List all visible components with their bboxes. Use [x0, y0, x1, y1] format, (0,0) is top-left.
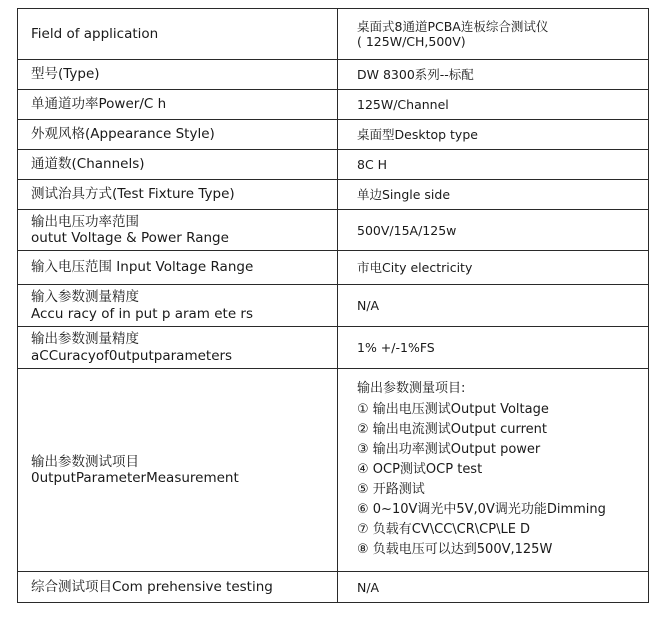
row-label-field-of-application: Field of application	[18, 9, 338, 60]
table-row	[18, 285, 649, 327]
list-item: ⑧ 负载电压可以达到500V,125W	[357, 542, 553, 558]
row-value-field-of-application: 桌面式8通道PCBA连板综合测试仪 ( 125W/CH,500V)	[338, 9, 649, 60]
row-value-test-fixture-type: 单边Single side	[338, 180, 649, 210]
row-value-output-accuracy: 1% +/-1%FS	[338, 327, 649, 369]
list-item: ④ OCP测试OCP test	[357, 461, 483, 477]
list-item: ③ 输出功率测试Output power	[357, 441, 541, 457]
row-label-comprehensive-testing: 综合测试项目Com prehensive testing	[18, 572, 338, 603]
list-heading: 输出参数测量项目:	[357, 381, 466, 397]
table-row	[18, 60, 649, 90]
spec-table	[17, 8, 649, 603]
list-item: ② 输出电流测试Output current	[357, 421, 547, 437]
row-label-test-fixture-type: 测试治具方式(Test Fixture Type)	[18, 180, 338, 210]
table-row	[18, 150, 649, 180]
row-value-comprehensive-testing: N/A	[338, 572, 649, 603]
row-value-type: DW 8300系列--标配	[338, 60, 649, 90]
table-row	[18, 9, 649, 60]
table-row	[18, 120, 649, 150]
row-value-input-voltage-range: 市电City electricity	[338, 251, 649, 285]
row-value-output-measurement-list	[338, 369, 649, 572]
row-value-channels: 8C H	[338, 150, 649, 180]
list-item: ① 输出电压测试Output Voltage	[357, 401, 549, 417]
table-row	[18, 572, 649, 603]
row-label-output-measurement: 输出参数测试项目 0utputParameterMeasurement	[18, 369, 338, 572]
row-label-channel-power: 单通道功率Power/C h	[18, 90, 338, 120]
row-label-input-voltage-range: 输入电压范围 Input Voltage Range	[18, 251, 338, 285]
row-label-type: 型号(Type)	[18, 60, 338, 90]
row-label-input-accuracy: 输入参数测量精度 Accu racy of in put p aram ete rs	[18, 285, 338, 327]
row-value-appearance-style: 桌面型Desktop type	[338, 120, 649, 150]
list-item: ⑦ 负载有CV\CC\CR\CP\LE D	[357, 522, 531, 538]
table-row	[18, 251, 649, 285]
row-value-input-accuracy: N/A	[338, 285, 649, 327]
row-label-output-voltage-power-range: 输出电压功率范围 outut Voltage & Power Range	[18, 210, 338, 251]
table-row	[18, 327, 649, 369]
row-label-channels: 通道数(Channels)	[18, 150, 338, 180]
table-row	[18, 90, 649, 120]
table-row	[18, 180, 649, 210]
table-row	[18, 369, 649, 572]
table-row	[18, 210, 649, 251]
row-value-channel-power: 125W/Channel	[338, 90, 649, 120]
row-value-output-voltage-power-range: 500V/15A/125w	[338, 210, 649, 251]
list-item: ⑤ 开路测试	[357, 482, 425, 498]
row-label-appearance-style: 外观风格(Appearance Style)	[18, 120, 338, 150]
row-label-output-accuracy: 输出参数测量精度 aCCuracyof0utputparameters	[18, 327, 338, 369]
list-item: ⑥ 0~10V调光中5V,0V调光功能Dimming	[357, 502, 606, 518]
